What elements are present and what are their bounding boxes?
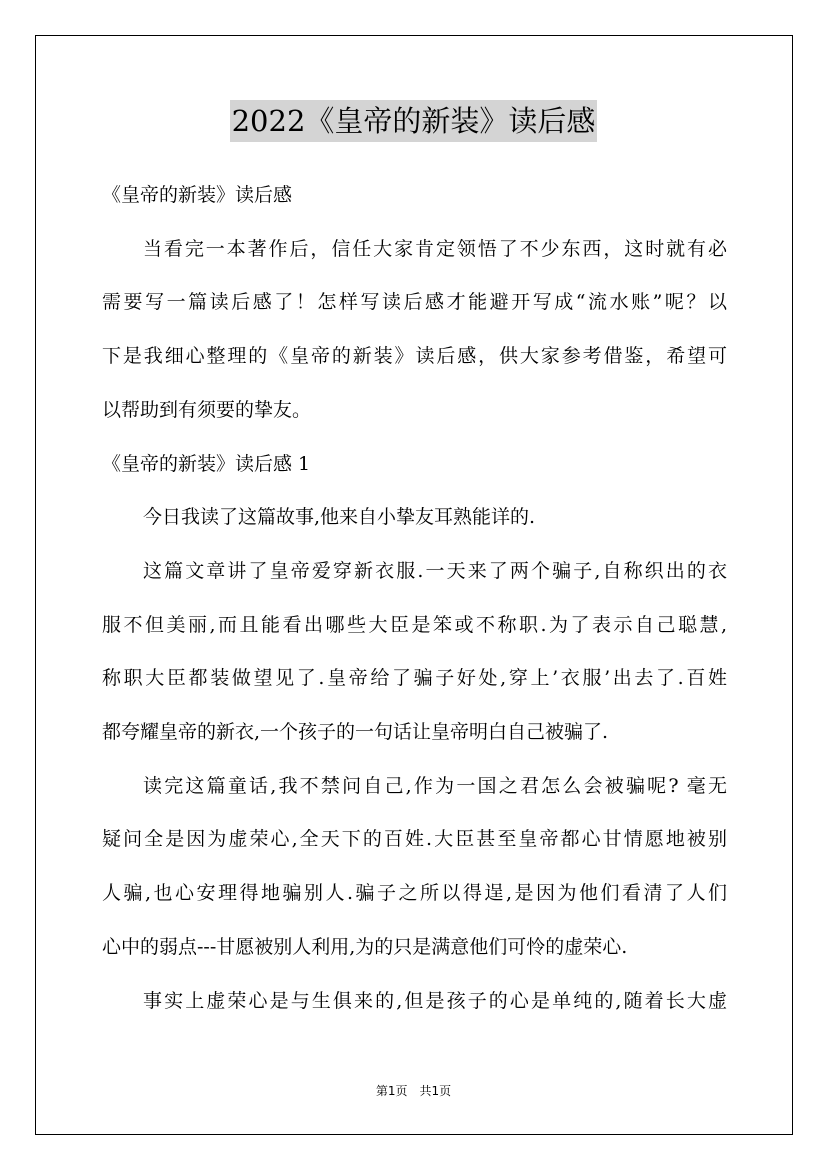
- text-line-14: 人骗,也心安理得地骗别人.骗子之所以得逞,是因为他们看清了人们: [102, 882, 727, 904]
- text-line-9: 服不但美丽,而且能看出哪些大臣是笨或不称职.为了表示自己聪慧,: [102, 614, 727, 636]
- page-total: 共1页: [419, 1084, 452, 1098]
- section-heading: 《皇帝的新装》读后感 1: [102, 453, 311, 475]
- document-title: [0, 100, 827, 142]
- page-footer: [0, 1083, 827, 1099]
- text-line-13: 疑问全是因为虚荣心,全天下的百姓.大臣甚至皇帝都心甘情愿地被别: [102, 828, 727, 850]
- text-line-5: 以帮助到有须要的挚友。: [102, 399, 312, 421]
- text-line-2: 当看完一本著作后，信任大家肯定领悟了不少东西，这时就有必: [143, 238, 727, 260]
- text-line-7: 今日我读了这篇故事,他来自小挚友耳熟能详的.: [143, 506, 536, 528]
- page-number: 第1页: [375, 1084, 408, 1098]
- text-line-10: 称职大臣都装做望见了.皇帝给了骗子好处,穿上’衣服’出去了.百姓: [102, 667, 727, 689]
- text-line-1: 《皇帝的新装》读后感: [102, 184, 293, 206]
- text-line-3: 需要写一篇读后感了！怎样写读后感才能避开写成“流水账”呢？以: [102, 291, 727, 313]
- document-title-text: 2022《皇帝的新装》读后感: [230, 100, 598, 142]
- text-line-16: 事实上虚荣心是与生俱来的,但是孩子的心是单纯的,随着长大虚: [143, 990, 727, 1012]
- text-line-15: 心中的弱点---甘愿被别人利用,为的只是满意他们可怜的虚荣心.: [102, 936, 628, 958]
- text-line-11: 都夸耀皇帝的新衣,一个孩子的一句话让皇帝明白自己被骗了.: [102, 721, 609, 743]
- text-line-8: 这篇文章讲了皇帝爱穿新衣服.一天来了两个骗子,自称织出的衣: [143, 560, 727, 582]
- text-line-12: 读完这篇童话,我不禁问自己,作为一国之君怎么会被骗呢? 毫无: [143, 775, 727, 797]
- text-line-4: 下是我细心整理的《皇帝的新装》读后感，供大家参考借鉴，希望可: [102, 345, 727, 367]
